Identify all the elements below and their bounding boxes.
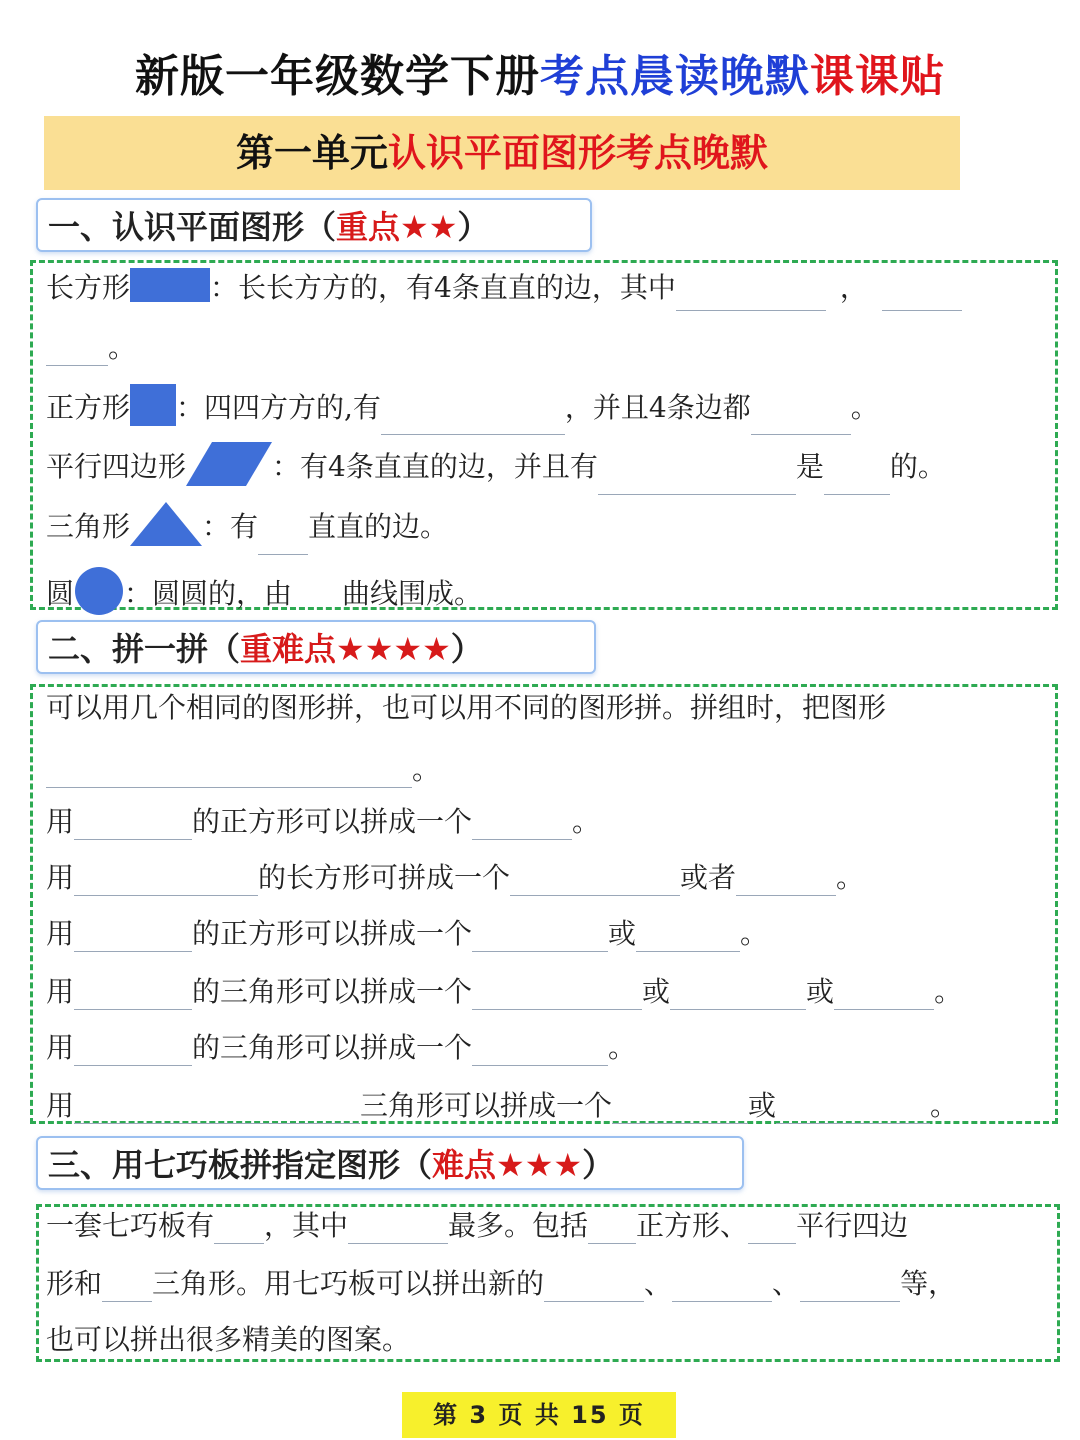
section2-heading-text: 二、拼一拼（ — [48, 630, 241, 668]
tangram-text-e: 平行四边 — [796, 1209, 909, 1242]
blank[interactable] — [381, 408, 565, 435]
tangram-line-3: 也可以拼出很多精美的图案。 — [46, 1323, 411, 1356]
combine-text-5: 的三角形可以拼成一个 — [192, 1031, 473, 1064]
combine-line-3 — [46, 916, 768, 952]
use-word: 用 — [46, 1031, 75, 1064]
rect-label: 长方形 — [46, 271, 131, 304]
tangram-text-a: 一套七巧板有 — [46, 1209, 215, 1242]
page-number: 第 3 页 共 15 页 — [402, 1392, 676, 1438]
blank[interactable] — [544, 1275, 644, 1302]
period: 。 — [836, 861, 865, 894]
blank[interactable] — [74, 1097, 360, 1124]
section1-box — [30, 260, 1058, 610]
period: 。 — [108, 331, 137, 364]
blank[interactable] — [74, 869, 258, 896]
triangle-text-2: 直直的边。 — [308, 510, 449, 543]
separator: 、 — [772, 1267, 801, 1300]
blank[interactable] — [748, 1217, 796, 1244]
combine-text-2: 的长方形可拼成一个 — [258, 861, 511, 894]
blank[interactable] — [74, 813, 192, 840]
unit-banner — [44, 116, 960, 190]
combine-text-1: 的正方形可以拼成一个 — [192, 805, 473, 838]
blank[interactable] — [636, 925, 740, 952]
section2-intro-blank — [46, 752, 440, 788]
period: 。 — [572, 805, 601, 838]
section1-heading-close: ） — [457, 208, 490, 246]
blank[interactable] — [46, 761, 412, 788]
square-label: 正方形 — [46, 391, 131, 424]
period: 。 — [412, 753, 441, 786]
square-text: ：四四方方的,有 — [176, 391, 381, 424]
comma: ， — [839, 271, 868, 304]
section1-accent: 重点★★ — [336, 208, 458, 246]
rect-line-2 — [46, 330, 136, 366]
title-part-2: 考点晨读晚默 — [540, 51, 810, 102]
parallelogram-icon — [186, 442, 272, 495]
parallelogram-text-3: 的。 — [889, 450, 946, 483]
tangram-text-f: 形和 — [46, 1267, 103, 1300]
parallelogram-text-2: 是 — [795, 450, 824, 483]
section2-heading — [36, 620, 596, 674]
rectangle-icon — [130, 268, 210, 311]
unit-prefix: 第一单元 — [235, 131, 388, 175]
parallelogram-line — [46, 442, 946, 495]
square-text-2: ，并且4条边都 — [564, 391, 751, 424]
section2-accent: 重难点★★★★ — [240, 630, 451, 668]
section2-heading-close: ） — [450, 630, 483, 668]
title-part-1: 新版一年级数学下册 — [135, 51, 540, 102]
combine-text-3: 的正方形可以拼成一个 — [192, 917, 473, 950]
blank[interactable] — [472, 813, 572, 840]
section2-intro: 可以用几个相同的图形拼，也可以用不同的图形拼。拼组时，把图形 — [46, 691, 887, 724]
section1-heading-text: 一、认识平面图形（ — [48, 208, 337, 246]
blank[interactable] — [510, 869, 680, 896]
circle-label: 圆 — [46, 577, 75, 610]
tangram-text-c: 最多。包括 — [448, 1209, 589, 1242]
blank[interactable] — [74, 983, 192, 1010]
parallelogram-text: ：有4条直直的边，并且有 — [272, 450, 598, 483]
separator: 、 — [644, 1267, 673, 1300]
blank[interactable] — [824, 468, 890, 495]
blank[interactable] — [776, 1097, 930, 1124]
use-word: 用 — [46, 861, 75, 894]
blank[interactable] — [672, 1275, 772, 1302]
or-word: 或 — [806, 975, 835, 1008]
circle-text-2: 曲线围成。 — [342, 577, 483, 610]
circle-line — [46, 566, 482, 625]
blank[interactable] — [588, 1217, 636, 1244]
period: 。 — [740, 917, 769, 950]
triangle-icon — [130, 502, 202, 555]
blank[interactable] — [676, 284, 826, 311]
or-word: 或者 — [680, 861, 737, 894]
blank[interactable] — [46, 339, 108, 366]
page-title — [0, 40, 1080, 104]
blank[interactable] — [472, 925, 608, 952]
blank[interactable] — [348, 1217, 448, 1244]
square-line — [46, 384, 879, 435]
or-word: 或 — [748, 1089, 777, 1122]
section1-heading — [36, 198, 592, 252]
blank[interactable] — [834, 983, 934, 1010]
tangram-line-2 — [46, 1266, 956, 1302]
section3-heading-text: 三、用七巧板拼指定图形（ — [48, 1146, 433, 1184]
blank[interactable] — [882, 284, 962, 311]
use-word: 用 — [46, 917, 75, 950]
blank[interactable] — [751, 408, 851, 435]
triangle-line — [46, 502, 448, 555]
triangle-label: 三角形 — [46, 510, 131, 543]
tangram-line-1 — [46, 1208, 908, 1244]
blank[interactable] — [472, 983, 642, 1010]
blank[interactable] — [74, 925, 192, 952]
blank[interactable] — [214, 1217, 264, 1244]
combine-line-6 — [46, 1088, 958, 1124]
or-word: 或 — [642, 975, 671, 1008]
blank[interactable] — [598, 468, 796, 495]
circle-icon — [74, 566, 124, 625]
blank[interactable] — [670, 983, 806, 1010]
rect-text: ：长长方方的，有4条直直的边，其中 — [210, 271, 676, 304]
circle-text: ：圆圆的，由 — [124, 577, 293, 610]
tangram-text-h: 等， — [900, 1267, 957, 1300]
blank[interactable] — [612, 1097, 748, 1124]
section3-heading — [36, 1136, 744, 1190]
title-part-3: 课课贴 — [810, 51, 945, 102]
blank[interactable] — [800, 1275, 900, 1302]
blank[interactable] — [472, 1039, 608, 1066]
use-word: 用 — [46, 975, 75, 1008]
triangle-text: ：有 — [202, 510, 259, 543]
section3-accent: 难点★★★ — [432, 1146, 583, 1184]
unit-name: 认识平面图形考点晚默 — [388, 131, 769, 175]
combine-line-1 — [46, 804, 600, 840]
use-word: 用 — [46, 1089, 75, 1122]
blank[interactable] — [736, 869, 836, 896]
period: 。 — [934, 975, 963, 1008]
period: 。 — [850, 391, 879, 424]
combine-line-4 — [46, 974, 962, 1010]
tangram-text-d: 正方形、 — [636, 1209, 749, 1242]
section3-heading-close: ） — [582, 1146, 615, 1184]
blank[interactable] — [258, 528, 308, 555]
combine-text-6: 三角形可以拼成一个 — [360, 1089, 613, 1122]
blank[interactable] — [102, 1275, 152, 1302]
rect-line — [46, 268, 962, 311]
or-word: 或 — [608, 917, 637, 950]
use-word: 用 — [46, 805, 75, 838]
parallelogram-label: 平行四边形 — [46, 450, 187, 483]
square-icon — [130, 384, 176, 435]
tangram-text-b: ，其中 — [264, 1209, 349, 1242]
blank[interactable] — [74, 1039, 192, 1066]
tangram-text-g: 三角形。用七巧板可以拼出新的 — [152, 1267, 545, 1300]
period: 。 — [608, 1031, 637, 1064]
combine-line-5 — [46, 1030, 636, 1066]
combine-line-2 — [46, 860, 864, 896]
period: 。 — [930, 1089, 959, 1122]
combine-text-4: 的三角形可以拼成一个 — [192, 975, 473, 1008]
